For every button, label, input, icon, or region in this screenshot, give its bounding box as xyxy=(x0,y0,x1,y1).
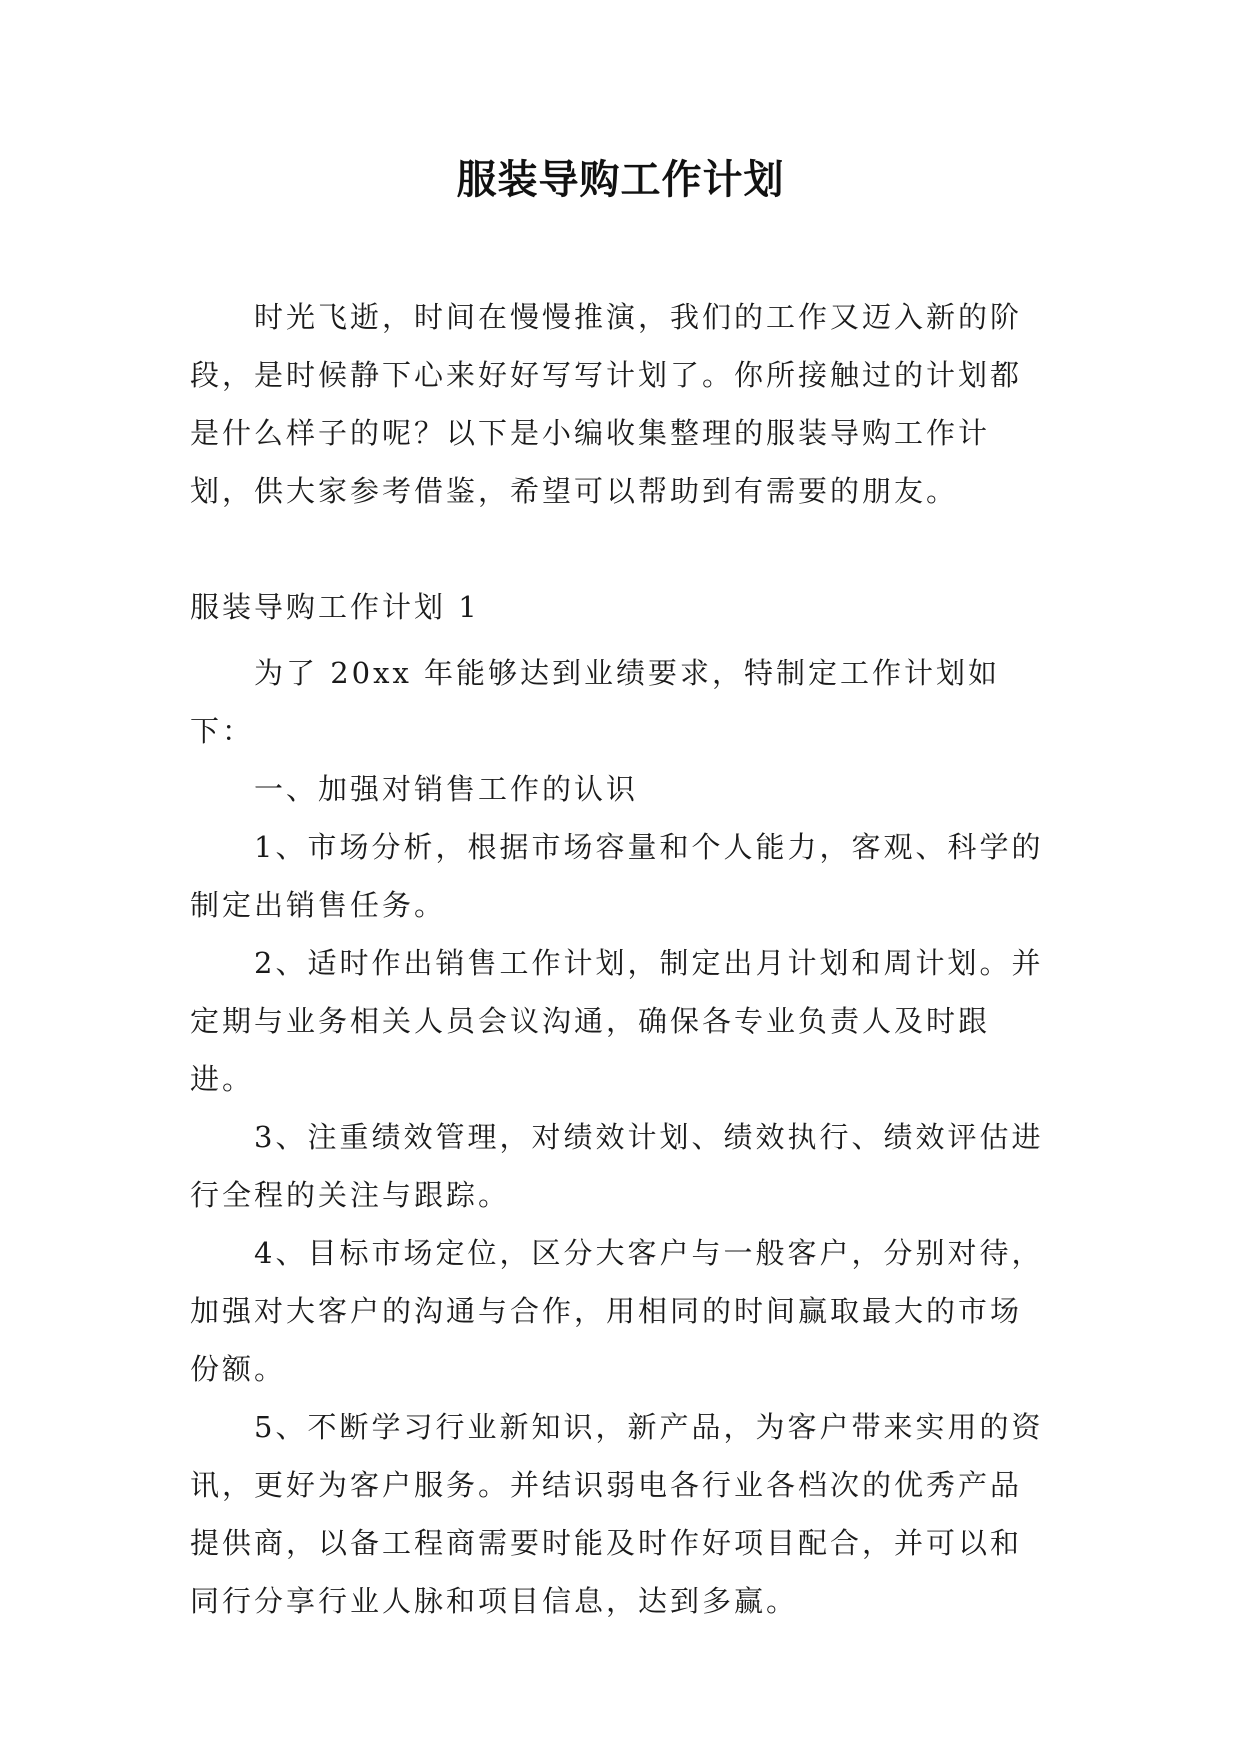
section-heading: 服装导购工作计划 1 xyxy=(190,590,480,624)
paragraph-item-4: 4、目标市场定位，区分大客户与一般客户，分别对待，加强对大客户的沟通与合作，用相同的时间赢取最大的市场份额。 xyxy=(190,1236,1044,1386)
paragraph-item-3: 3、注重绩效管理，对绩效计划、绩效执行、绩效评估进行全程的关注与跟踪。 xyxy=(190,1120,1044,1212)
intro-paragraph: 时光飞逝，时间在慢慢推演，我们的工作又迈入新的阶段，是时候静下心来好好写写计划了。你所接触过的计划都是什么样子的呢？以下是小编收集整理的服装导购工作计划，供大家参考借鉴，希望可以帮助到有需要的朋友。 xyxy=(190,300,1023,508)
paragraph-item-2: 2、适时作出销售工作计划，制定出月计划和周计划。并定期与业务相关人员会议沟通，确保各专业负责人及时跟进。 xyxy=(190,946,1044,1096)
paragraph-item-1: 1、市场分析，根据市场容量和个人能力，客观、科学的制定出销售任务。 xyxy=(190,830,1044,922)
document-body xyxy=(190,288,1050,1630)
paragraph-heading-1: 一、加强对销售工作的认识 xyxy=(254,772,639,806)
paragraph-plan-intro: 为了 20xx 年能够达到业绩要求，特制定工作计划如下： xyxy=(190,656,1001,748)
document-title: 服装导购工作计划 xyxy=(456,157,785,203)
paragraph-item-5: 5、不断学习行业新知识，新产品，为客户带来实用的资讯，更好为客户服务。并结识弱电各行业各档次的优秀产品提供商，以备工程商需要时能及时作好项目配合，并可以和同行分享行业人脉和项目信息，达到多赢。 xyxy=(190,1410,1044,1618)
